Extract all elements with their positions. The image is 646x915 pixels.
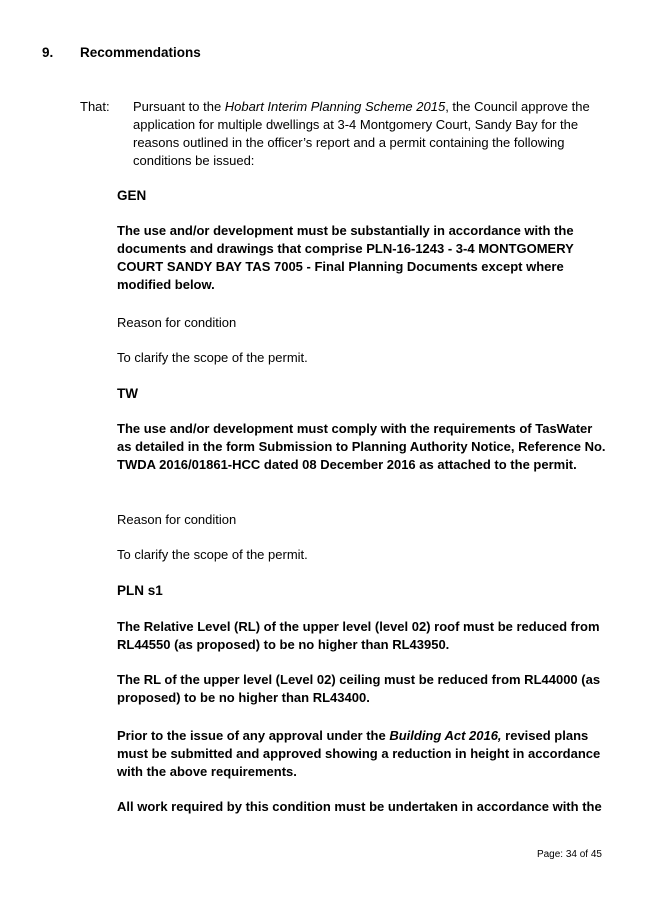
plns1-para3-suffix: revised plans must be submitted and approved showing a reduction in height in accordance with the above requirements.	[117, 728, 601, 779]
scheme-name: Hobart Interim Planning Scheme 2015	[224, 99, 446, 114]
gen-condition: The use and/or development must be substantially in accordance with the documents and drawings that comprise PLN-16-1243 - 3-4 MONTGOMERY COURT SANDY BAY TAS 7005 - Final Planning Documents except where modified below.	[117, 223, 574, 292]
building-act: Building Act 2016,	[389, 728, 502, 743]
plns1-para1: The Relative Level (RL) of the upper level (level 02) roof must be reduced from RL44550 (as proposed) to be no higher than RL43950.	[117, 619, 600, 652]
tw-label: TW	[117, 386, 138, 401]
tw-reason: To clarify the scope of the permit.	[117, 547, 308, 562]
plns1-para3	[117, 727, 607, 781]
section-title: Recommendations	[80, 45, 201, 60]
intro-suffix: , the Council approve the application for multiple dwellings at 3-4 Montgomery Court, Sandy Bay for the reasons outlined in the officer’s report and a permit containing the following conditions be issued:	[133, 99, 590, 168]
plns1-para4: All work required by this condition must be undertaken in accordance with the	[117, 799, 602, 814]
gen-reason-label: Reason for condition	[117, 315, 237, 330]
intro-paragraph	[133, 98, 598, 170]
tw-condition: The use and/or development must comply with the requirements of TasWater as detailed in the form Submission to Planning Authority Notice, Reference No. TWDA 2016/01861-HCC dated 08 December 2016 as attached to the permit.	[117, 421, 606, 472]
gen-label: GEN	[117, 188, 147, 203]
section-number: 9.	[42, 45, 54, 60]
intro-prefix: Pursuant to the	[133, 99, 225, 114]
plns1-para2: The RL of the upper level (Level 02) ceiling must be reduced from RL44000 (as proposed) to be no higher than RL43400.	[117, 672, 601, 705]
page-number: Page: 34 of 45	[536, 849, 602, 860]
tw-reason-label: Reason for condition	[117, 512, 237, 527]
gen-reason: To clarify the scope of the permit.	[117, 350, 308, 365]
plns1-para3-prefix: Prior to the issue of any approval under the	[117, 728, 390, 743]
that-label: That:	[80, 99, 110, 114]
plns1-label: PLN s1	[117, 583, 163, 598]
